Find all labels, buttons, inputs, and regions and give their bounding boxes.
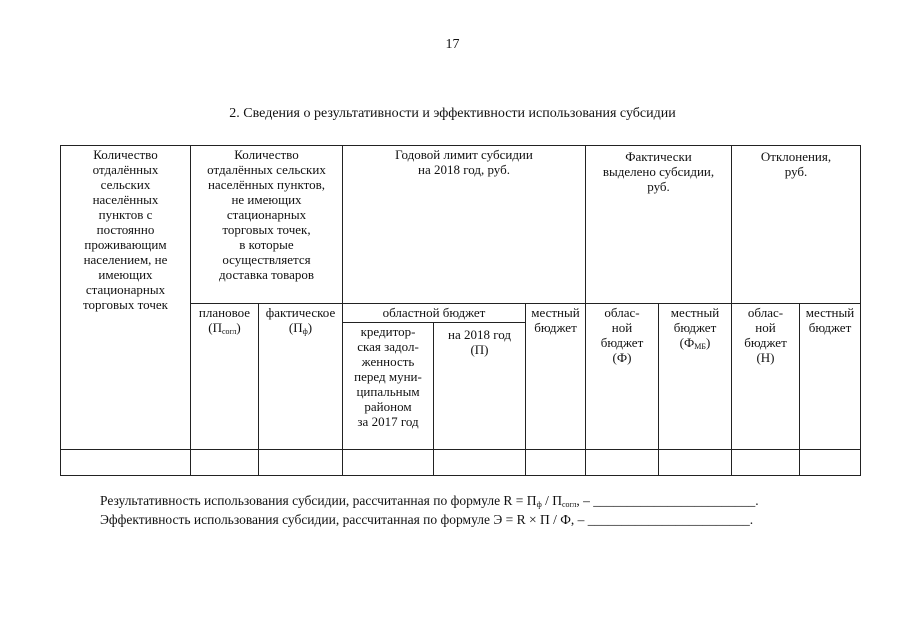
header-actual-label: фактическое: [265, 305, 336, 320]
subsidy-report-table: [60, 145, 861, 476]
header-deviation-local: [800, 304, 861, 450]
header-actually-allocated: [586, 146, 732, 304]
header-planned: [191, 304, 259, 450]
header-allocated-regional: [586, 304, 659, 450]
effectiveness-formula-line: Результативность использования субсидии, рассчитанная по формуле $R = П_ф / П_{согл}$, – ________________________.: [100, 493, 759, 509]
data-cell-8: [659, 450, 732, 476]
header-planned-symbol: $(П_{согл})$: [208, 320, 241, 336]
header-actual-symbol: $(П_ф)$: [288, 320, 313, 336]
header-deviation-regional: [732, 304, 800, 450]
header-annual-limit-text: Годовой лимит субсидии на 2018 год, руб.: [395, 147, 533, 177]
data-cell-10: [800, 450, 861, 476]
header-actually-allocated-text: Фактически выделено субсидии, руб.: [602, 149, 715, 194]
section-title: 2. Сведения о результативности и эффективности использования субсидии: [229, 106, 676, 121]
data-cell-9: [732, 450, 800, 476]
header-creditor-debt-text: кредитор- ская задол- женность перед муни- ципальным районом за 2017 год: [354, 324, 422, 429]
header-deviations-text: Отклонения, руб.: [760, 149, 832, 179]
header-settlements-without-stores-text: Количество отдалённых сельских населённых пунктов, не имеющих стационарных торговых точек, в которые осуществляется доставка товаров: [207, 147, 326, 282]
header-actual: [259, 304, 343, 450]
header-allocated-local-symbol: $(Ф_{МБ})$: [679, 335, 711, 351]
data-cell-6: [526, 450, 586, 476]
header-allocated-local: [659, 304, 732, 450]
header-annual-limit: [343, 146, 586, 304]
header-planned-label: плановое: [198, 305, 251, 320]
header-deviation-regional-text: облас- ной бюджет (Н): [744, 305, 787, 365]
header-limit-local-budget-text: местный бюджет: [531, 305, 580, 335]
header-settlements-without-stores: [191, 146, 343, 304]
data-cell-1: [61, 450, 191, 476]
header-allocated-regional-text: облас- ной бюджет (Ф): [600, 305, 644, 365]
data-cell-7: [586, 450, 659, 476]
header-allocated-local-label: местный бюджет: [670, 305, 720, 335]
efficiency-formula-line: Эффективность использования субсидии, рассчитанная по формуле Э = R × П / Ф, – ________________________.: [100, 512, 754, 527]
header-for-2018: [434, 323, 526, 450]
header-regional-budget-text: областной бюджет: [382, 305, 486, 320]
header-deviations: [732, 146, 861, 304]
data-cell-2: [191, 450, 259, 476]
data-cell-4: [343, 450, 434, 476]
header-creditor-debt: [343, 323, 434, 450]
data-cell-3: [259, 450, 343, 476]
page-number: 17: [445, 37, 460, 52]
header-regional-budget: [343, 304, 526, 323]
header-settlements-with-population-text: Количество отдалённых сельских населённых пунктов с постоянно проживающим населением, не имеющих стационарных торговых точек: [83, 147, 168, 312]
data-cell-5: [434, 450, 526, 476]
header-settlements-with-population: [61, 146, 191, 450]
header-deviation-local-text: местный бюджет: [805, 305, 855, 335]
table-data-row: [61, 450, 861, 476]
header-for-2018-text: на 2018 год (П): [448, 327, 511, 357]
header-limit-local-budget: [526, 304, 586, 450]
table-header-row-1: [61, 146, 861, 304]
